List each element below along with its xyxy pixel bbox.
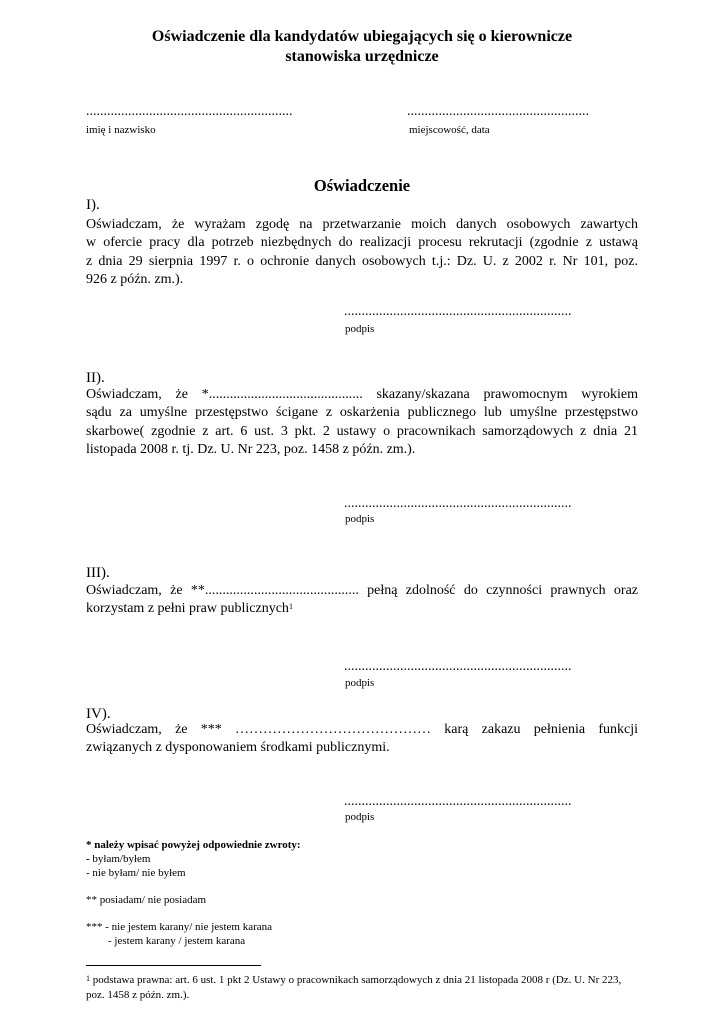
note-option-text: byłam/byłem (92, 853, 151, 865)
note-star2: ** posiadam/ nie posiadam (86, 894, 207, 906)
section-2-signature-label: podpis (345, 513, 375, 525)
section-3-signature-label: podpis (345, 677, 375, 689)
section-2-line: listopada 2008 r. tj. Dz. U. Nr 223, poz. 1458 z późn. zm.). (86, 441, 416, 457)
note-star1-option2: - nie byłam/ nie byłem (86, 867, 186, 879)
note-star1-heading: * należy wpisać powyżej odpowiednie zwroty: (86, 839, 301, 851)
footnote-number: 1 (86, 974, 90, 983)
place-date-field[interactable]: .................................................... (407, 104, 589, 119)
section-3-line: Oświadczam, że **............................................ pełną zdolność do czynności prawnych oraz (86, 583, 638, 598)
section-1-line: w ofercie pracy dla potrzeb niezbędnych do realizacji procesu rekrutacji (zgodnie z ustawą (86, 235, 638, 251)
section-4-signature-label: podpis (345, 811, 375, 823)
footnote-separator (86, 965, 261, 966)
footnote-line2: poz. 1458 z późn. zm.). (86, 989, 190, 1001)
section-1-number: I). (86, 197, 100, 213)
section-3-number: III). (86, 565, 110, 581)
section-4-line: Oświadczam, że *** …………………………………… karą zakazu pełnienia funkcji (86, 722, 638, 737)
section-2-line: sądu za umyślne przestępstwo ścigane z oskarżenia publicznego lub umyślne przestępstwo (86, 405, 638, 421)
section-3-signature-field[interactable]: ................................................................. (344, 659, 572, 674)
note-star3-line2: - jestem karany / jestem karana (108, 935, 246, 947)
note-dash: - (86, 853, 93, 865)
section-2-text (86, 386, 638, 459)
section-4-text (86, 721, 638, 758)
section-3-text (86, 582, 638, 619)
footnote-text: podstawa prawna: art. 6 ust. 1 pkt 2 Ustawy o pracownikach samorządowych z dnia 21 listopada 2008 r (Dz. U. Nr 223, (90, 974, 622, 986)
statement-heading: Oświadczenie (313, 176, 411, 195)
section-4-signature-field[interactable]: ................................................................. (344, 794, 572, 809)
section-1-line: Oświadczam, że wyrażam zgodę na przetwarzanie moich danych osobowych zawartych (86, 217, 638, 232)
section-1-text (86, 216, 638, 289)
place-date-label: miejscowość, data (409, 124, 490, 136)
footnote-reference[interactable]: 1 (288, 602, 293, 612)
section-2-line: Oświadczam, że *............................................ skazany/skazana prawomocnym wyrokiem (86, 387, 638, 402)
section-4-number: IV). (86, 706, 111, 722)
note-star1-option1 (86, 853, 150, 866)
document-title-line1: Oświadczenie dla kandydatów ubiegających się o kierownicze (151, 28, 573, 45)
name-label: imię i nazwisko (86, 124, 156, 136)
section-3-line (86, 600, 638, 618)
section-1-line: 926 z późn. zm.). (86, 271, 184, 287)
section-1-signature-label: podpis (345, 323, 375, 335)
section-2-number: II). (86, 370, 105, 386)
section-1-signature-field[interactable]: ................................................................. (344, 304, 572, 319)
section-4-line: związanych z dysponowaniem środkami publicznymi. (86, 740, 390, 756)
section-3-line-text: korzystam z pełni praw publicznych (86, 601, 289, 617)
name-field[interactable]: ........................................................... (86, 104, 293, 119)
document-title-line2: stanowiska urzędnicze (285, 48, 439, 65)
section-2-line: skarbowe( zgodnie z art. 6 ust. 3 pkt. 2 ustawy o pracownikach samorządowych z dnia 21 (86, 423, 638, 439)
section-2-signature-field[interactable]: ................................................................. (344, 496, 572, 511)
footnote-line1 (86, 974, 638, 987)
note-star3-line1: *** - nie jestem karany/ nie jestem karana (86, 921, 273, 933)
section-1-line: z dnia 29 sierpnia 1997 r. o ochronie danych osobowych t.j.: Dz. U. z 2002 r. Nr 101, poz. (86, 253, 638, 269)
